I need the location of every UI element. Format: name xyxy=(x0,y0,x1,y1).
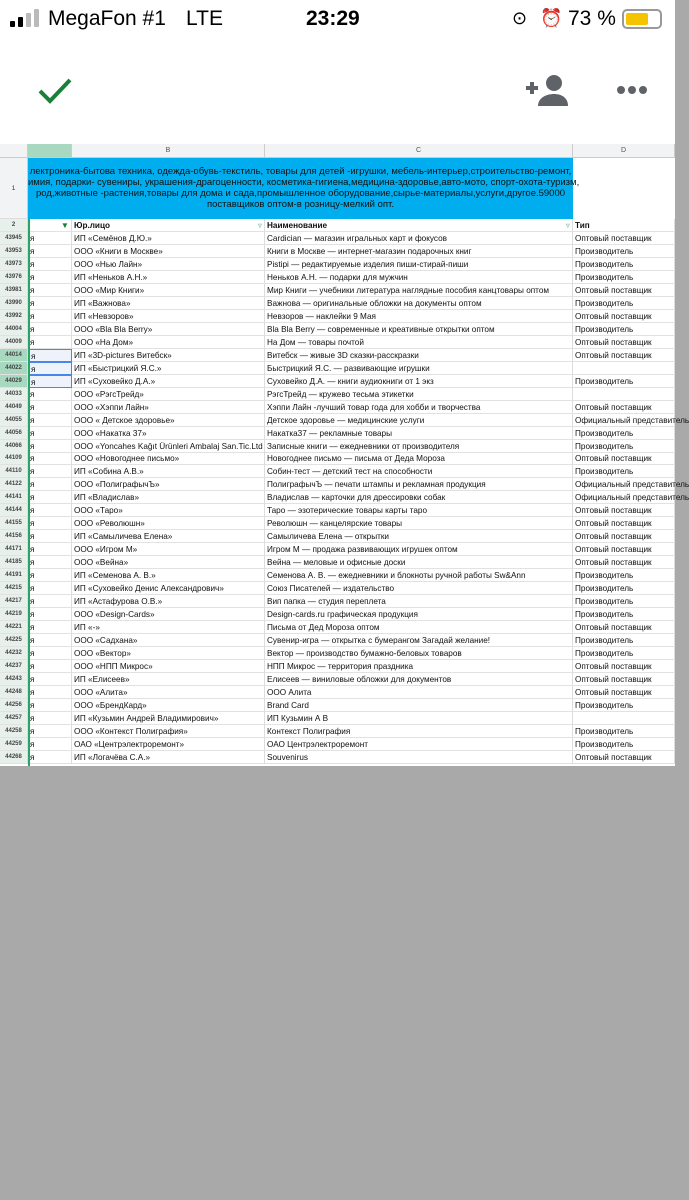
cell-a[interactable]: я xyxy=(28,427,72,440)
battery-icon xyxy=(622,9,662,29)
spreadsheet-grid[interactable] xyxy=(0,142,689,766)
cell-a[interactable]: я xyxy=(28,634,72,647)
cell-tip[interactable]: Оптовый поставщик xyxy=(573,336,675,349)
cell-a[interactable]: я xyxy=(28,699,72,712)
row-number[interactable]: 43953 xyxy=(0,245,28,258)
row-number[interactable]: 44219 xyxy=(0,608,28,621)
row-number[interactable]: 44049 xyxy=(0,401,28,414)
row-number[interactable]: 43976 xyxy=(0,271,28,284)
row-number[interactable]: 44259 xyxy=(0,738,28,751)
cell-tip[interactable]: Производитель xyxy=(573,725,675,738)
cell-tip[interactable]: Производитель xyxy=(573,608,675,621)
cell-naimenovanie[interactable]: Таро — эзотерические товары карты таро xyxy=(265,504,573,517)
cell-yur-litso[interactable]: ИП «3D-pictures Витебск» xyxy=(72,349,265,362)
cell-tip[interactable]: Официальный представитель xyxy=(575,415,689,425)
cell-a[interactable]: я xyxy=(28,517,72,530)
cell-a[interactable]: я xyxy=(28,310,72,323)
cell-tip[interactable]: Производитель xyxy=(573,297,675,310)
cell-tip[interactable]: Производитель xyxy=(573,634,675,647)
table-row xyxy=(0,427,675,440)
cell-a[interactable]: я xyxy=(28,725,72,738)
cell-a[interactable]: я xyxy=(28,738,72,751)
cell-yur-litso[interactable]: ИП «Собина А.В.» xyxy=(72,465,265,478)
cell-a[interactable]: я xyxy=(28,323,72,336)
row-number[interactable]: 44257 xyxy=(0,712,28,725)
row-number[interactable]: 44191 xyxy=(0,569,28,582)
cell-yur-litso[interactable]: ИП «Суховейко Д.А.» xyxy=(72,375,265,388)
row-number[interactable]: 44056 xyxy=(0,427,28,440)
carrier: MegaFon #1 xyxy=(48,7,166,30)
cell-naimenovanie[interactable]: Важнова — оригинальные обложки на документы оптом xyxy=(265,297,573,310)
row-number[interactable]: 44232 xyxy=(0,647,28,660)
row-number[interactable]: 44109 xyxy=(0,452,28,465)
row-number[interactable]: 43973 xyxy=(0,258,28,271)
cell-tip[interactable]: Оптовый поставщик xyxy=(573,751,675,764)
cell-tip[interactable] xyxy=(573,712,675,725)
cell-yur-litso[interactable]: ООО «Design-Cards» xyxy=(72,608,265,621)
cell-a[interactable]: я xyxy=(28,556,72,569)
filter-active-icon[interactable]: ▼ xyxy=(60,221,69,230)
row-number[interactable]: 44217 xyxy=(0,595,28,608)
cell-tip[interactable]: Производитель xyxy=(573,440,675,453)
cell-tip[interactable]: Официальный представитель xyxy=(575,480,689,490)
toolbar xyxy=(0,38,675,142)
cell-a[interactable]: я xyxy=(28,582,72,595)
row-number[interactable]: 44155 xyxy=(0,517,28,530)
banner-line: поставщиков оптом-в розницу-мелкий опт. xyxy=(207,199,394,210)
table-row xyxy=(0,595,675,608)
cell-naimenovanie[interactable]: Письма от Дед Мороза оптом xyxy=(265,621,573,634)
table-row xyxy=(0,297,675,310)
table-row xyxy=(0,271,675,284)
cell-tip[interactable]: Производитель xyxy=(573,375,675,388)
cell-naimenovanie[interactable]: Владислав — карточки для дрессировки собак xyxy=(265,491,573,504)
cell-naimenovanie[interactable]: Сувенир-игра — открытка с бумерангом Загадай желание! xyxy=(265,634,573,647)
table-row xyxy=(0,608,675,621)
table-row xyxy=(0,699,675,712)
cell-naimenovanie[interactable]: Хэппи Лайн -лучший товар года для хобби и творчества xyxy=(265,401,573,414)
row-number[interactable]: 43981 xyxy=(0,284,28,297)
cell-naimenovanie[interactable]: Brand Card xyxy=(265,699,573,712)
cell-tip[interactable]: Оптовый поставщик xyxy=(573,504,675,517)
cell-a[interactable]: я xyxy=(28,595,72,608)
cell-a[interactable]: я xyxy=(28,530,72,543)
network: LTE xyxy=(186,7,223,30)
cell-naimenovanie[interactable]: Накатка37 — рекламные товары xyxy=(265,427,573,440)
cell-yur-litso[interactable]: ООО «РэгсТрейд» xyxy=(72,388,265,401)
filter-icon[interactable]: ▿ xyxy=(565,221,570,230)
add-person-icon[interactable] xyxy=(524,74,568,106)
table-row xyxy=(0,401,675,414)
table-row xyxy=(0,530,675,543)
cell-naimenovanie[interactable]: РэгсТрейд — кружево тесьма этикетки xyxy=(265,388,573,401)
banner-line: род,животные -растения,товары для дома и сада,промышленное оборудование,сырье-материалы,услуги,другое.59000 xyxy=(35,188,566,199)
cell-a[interactable]: я xyxy=(28,349,72,362)
cell-naimenovanie[interactable]: ОАО Центрэлектроремонт xyxy=(265,738,573,751)
cell-a[interactable]: я xyxy=(28,336,72,349)
row-number[interactable]: 44014 xyxy=(0,349,28,362)
header-label: Юр.лицо xyxy=(74,221,110,230)
cell-yur-litso[interactable]: ИП «Астафурова О.В.» xyxy=(72,595,265,608)
table-row xyxy=(0,738,675,751)
cell-yur-litso[interactable]: ООО «На Дом» xyxy=(72,336,265,349)
cell-tip[interactable]: Производитель xyxy=(573,271,675,284)
cell-naimenovanie[interactable]: На Дом — товары почтой xyxy=(265,336,573,349)
row-number[interactable]: 44243 xyxy=(0,673,28,686)
cell-tip[interactable]: Производитель xyxy=(573,569,675,582)
cell-yur-litso[interactable]: ИП «Невзоров» xyxy=(72,310,265,323)
rotation-lock-icon: ⊙ xyxy=(512,8,528,28)
cell-tip[interactable]: Оптовый поставщик xyxy=(573,284,675,297)
table-row xyxy=(0,452,675,465)
cell-a[interactable]: я xyxy=(28,608,72,621)
cell-tip[interactable]: Производитель xyxy=(573,323,675,336)
table-row xyxy=(0,362,675,375)
status-bar xyxy=(0,0,675,38)
cell-a[interactable]: я xyxy=(28,401,72,414)
cell-tip[interactable]: Производитель xyxy=(573,427,675,440)
row-number[interactable]: 44009 xyxy=(0,336,28,349)
cell-tip[interactable] xyxy=(573,388,675,401)
row-number[interactable]: 44256 xyxy=(0,699,28,712)
cell-a[interactable]: я xyxy=(28,660,72,673)
cell-a[interactable]: я xyxy=(28,440,72,453)
cell-naimenovanie[interactable]: Быстрицкий Я.С. — развивающие игрушки xyxy=(265,362,573,375)
table-row xyxy=(0,336,675,349)
cell-yur-litso[interactable]: ООО «Книги в Москве» xyxy=(72,245,265,258)
cell-naimenovanie[interactable]: Революшн — канцелярские товары xyxy=(265,517,573,530)
battery-percent: 73 % xyxy=(568,7,616,30)
cell-tip[interactable]: Оптовый поставщик xyxy=(573,686,675,699)
row-number[interactable]: 44268 xyxy=(0,751,28,764)
cell-naimenovanie[interactable]: Самыличева Елена — открытки xyxy=(265,530,573,543)
row-number[interactable]: 44033 xyxy=(0,388,28,401)
row-header-2[interactable]: 2 xyxy=(0,219,28,232)
row-number[interactable]: 44248 xyxy=(0,686,28,699)
table-row xyxy=(0,686,675,699)
row-number[interactable]: 44185 xyxy=(0,556,28,569)
cell-yur-litso[interactable]: ИП «Важнова» xyxy=(72,297,265,310)
cell-a[interactable]: я xyxy=(28,388,72,401)
corner-cell[interactable] xyxy=(0,144,28,158)
table-row xyxy=(0,388,675,401)
column-header-c[interactable]: C xyxy=(265,144,573,158)
row-number[interactable]: 44171 xyxy=(0,543,28,556)
cell-a[interactable]: я xyxy=(28,414,72,427)
row-number[interactable]: 44055 xyxy=(0,414,28,427)
cell-naimenovanie[interactable]: ИП Кузьмин А В xyxy=(265,712,573,725)
cell-yur-litso[interactable]: ООО «Таро» xyxy=(72,504,265,517)
cell-tip[interactable]: Производитель xyxy=(573,258,675,271)
table-row xyxy=(0,569,675,582)
column-header-a[interactable] xyxy=(28,144,72,158)
cell-yur-litso[interactable]: ООО «ПолиграфычЪ» xyxy=(72,478,265,491)
table-row xyxy=(0,465,675,478)
table-row xyxy=(0,323,675,336)
row-number[interactable]: 44029 xyxy=(0,375,28,388)
cell-naimenovanie[interactable]: Souvenirus xyxy=(265,751,573,764)
cell-a[interactable]: я xyxy=(28,673,72,686)
cell-yur-litso[interactable]: ИП «Елисеев» xyxy=(72,673,265,686)
cell-yur-litso[interactable]: ООО «Революшн» xyxy=(72,517,265,530)
cell-naimenovanie[interactable]: Вип папка — студия переплета xyxy=(265,595,573,608)
cell-naimenovanie[interactable]: Design-cards.ru графическая продукция xyxy=(265,608,573,621)
selection-border xyxy=(28,219,30,766)
cell-a[interactable]: я xyxy=(28,712,72,725)
cell-naimenovanie[interactable]: Pistipi — редактируемые изделия пиши-стирай-пиши xyxy=(265,258,573,271)
table-row xyxy=(0,556,675,569)
cell-a[interactable]: я xyxy=(28,491,72,504)
table-row xyxy=(0,543,675,556)
cell-naimenovanie[interactable]: Книги в Москве — интернет-магазин подарочных книг xyxy=(265,245,573,258)
header-row xyxy=(0,219,675,232)
header-d[interactable]: Тип xyxy=(573,219,675,232)
cell-naimenovanie[interactable]: Игром М — продажа развивающих игрушек оптом xyxy=(265,543,573,556)
table-row xyxy=(0,712,675,725)
cell-a[interactable]: я xyxy=(28,569,72,582)
cell-yur-litso[interactable]: ИП «Суховейко Денис Александрович» xyxy=(72,582,265,595)
cell-yur-litso[interactable]: ООО «Хэппи Лайн» xyxy=(72,401,265,414)
cell-a[interactable]: я xyxy=(28,751,72,764)
cell-naimenovanie[interactable]: Невзоров — наклейки 9 Мая xyxy=(265,310,573,323)
cell-yur-litso[interactable]: ИП «Самыличева Елена» xyxy=(72,530,265,543)
banner-line: лектроника-бытова техника, одежда-обувь-текстиль, товары для детей -игрушки, мебель-интерьер,строительство-ремонт, xyxy=(29,166,572,177)
cell-yur-litso[interactable]: ООО «Вейна» xyxy=(72,556,265,569)
cell-yur-litso[interactable]: ИП «Кузьмин Андрей Владимирович» xyxy=(72,712,265,725)
cell-yur-litso[interactable]: ООО «НПП Микрос» xyxy=(72,660,265,673)
cell-yur-litso[interactable]: ОАО «Центрэлектроремонт» xyxy=(72,738,265,751)
cell-tip[interactable]: Производитель xyxy=(573,699,675,712)
cell-a[interactable]: я xyxy=(28,245,72,258)
cell-naimenovanie[interactable]: Союз Писателей — издательство xyxy=(265,582,573,595)
cell-tip[interactable] xyxy=(573,362,675,375)
cell-yur-litso[interactable]: ООО «Yoncahes Kağıt Ürünleri Ambalaj San.Tic.Ltd xyxy=(72,440,265,453)
cell-yur-litso[interactable]: ООО «Новогоднее письмо» xyxy=(72,452,265,465)
cell-yur-litso[interactable]: ООО «Накатка 37» xyxy=(72,427,265,440)
cell-a[interactable]: я xyxy=(28,504,72,517)
cell-a[interactable]: я xyxy=(28,465,72,478)
cell-naimenovanie[interactable]: Витебск — живые 3D сказки-расскразки xyxy=(265,349,573,362)
cell-naimenovanie[interactable]: НПП Микрос — территория праздника xyxy=(265,660,573,673)
cell-yur-litso[interactable]: ООО «Вектор» xyxy=(72,647,265,660)
cell-tip[interactable]: Оптовый поставщик xyxy=(573,530,675,543)
table-row xyxy=(0,245,675,258)
cell-tip[interactable]: Оптовый поставщик xyxy=(573,673,675,686)
cell-yur-litso[interactable]: ООО «Контекст Полиграфия» xyxy=(72,725,265,738)
row-number[interactable]: 43990 xyxy=(0,297,28,310)
cell-tip[interactable]: Оптовый поставщик xyxy=(573,556,675,569)
table-row xyxy=(0,310,675,323)
table-row xyxy=(0,284,675,297)
table-row xyxy=(0,582,675,595)
header-label: Наименование xyxy=(267,221,328,230)
cell-naimenovanie[interactable]: Мир Книги — учебники литература наглядные пособия канцтовары оптом xyxy=(265,284,573,297)
header-c[interactable] xyxy=(265,219,573,232)
column-header-d[interactable]: D xyxy=(573,144,675,158)
cell-tip[interactable]: Оптовый поставщик xyxy=(573,517,675,530)
cell-a[interactable]: я xyxy=(28,362,72,375)
cell-tip[interactable]: Производитель xyxy=(573,647,675,660)
cell-tip[interactable]: Оптовый поставщик xyxy=(573,349,675,362)
row-number[interactable]: 44156 xyxy=(0,530,28,543)
cell-yur-litso[interactable]: ИП «Быстрицкий Я.С.» xyxy=(72,362,265,375)
row-number[interactable]: 44004 xyxy=(0,323,28,336)
cell-tip[interactable]: Производитель xyxy=(573,595,675,608)
cell-a[interactable]: я xyxy=(28,686,72,699)
banner-cell[interactable] xyxy=(28,158,580,219)
table-row xyxy=(0,660,675,673)
cell-yur-litso[interactable]: ИП «Логачёва С.А.» xyxy=(72,751,265,764)
table-row xyxy=(0,517,675,530)
table-row xyxy=(0,647,675,660)
cell-naimenovanie[interactable]: Cardician — магазин игральных карт и фокусов xyxy=(265,232,573,245)
table-row xyxy=(0,375,675,388)
column-header-b[interactable]: B xyxy=(72,144,265,158)
table-row xyxy=(0,504,675,517)
cell-a[interactable]: я xyxy=(28,543,72,556)
cell-tip[interactable]: Производитель xyxy=(573,582,675,595)
banner-line: имия, подарки- сувениры, украшения-драгоценности, косметика-гигиена,медицина-здоровье,авто-мото, спорт-охота-туризм, xyxy=(28,177,580,188)
cell-yur-litso[interactable]: ИП «-» xyxy=(72,621,265,634)
cell-naimenovanie[interactable]: Новогоднее письмо — письма от Деда Мороза xyxy=(265,452,573,465)
cell-naimenovanie[interactable]: Собин-тест — детский тест на способности xyxy=(265,465,573,478)
cell-yur-litso[interactable]: ИП «Семёнов Д.Ю.» xyxy=(72,232,265,245)
cell-a[interactable]: я xyxy=(28,284,72,297)
table-row xyxy=(0,414,689,427)
cell-a[interactable]: я xyxy=(28,375,72,388)
cell-yur-litso[interactable]: ООО «Садхана» xyxy=(72,634,265,647)
cell-a[interactable]: я xyxy=(28,232,72,245)
table-row xyxy=(0,349,675,362)
cell-naimenovanie[interactable]: ООО Алита xyxy=(265,686,573,699)
row-number[interactable]: 44141 xyxy=(0,491,28,504)
cell-naimenovanie[interactable]: Записные книги — ежедневники от производителя xyxy=(265,440,573,453)
cell-yur-litso[interactable]: ИП «Неньков А.Н.» xyxy=(72,271,265,284)
cell-tip[interactable]: Оптовый поставщик xyxy=(573,310,675,323)
cell-tip[interactable]: Оптовый поставщик xyxy=(573,232,675,245)
row-number[interactable]: 44022 xyxy=(0,362,28,375)
cell-a[interactable]: я xyxy=(28,647,72,660)
cell-a[interactable]: я xyxy=(28,271,72,284)
cell-naimenovanie[interactable]: Семенова А. В. — ежедневники и блокноты ручной работы Sw&Ann xyxy=(265,569,573,582)
row-number[interactable]: 43992 xyxy=(0,310,28,323)
cell-tip[interactable]: Оптовый поставщик xyxy=(573,401,675,414)
cell-naimenovanie[interactable]: ПолиграфычЪ — печати штампы и рекламная продукция xyxy=(265,478,573,491)
more-icon[interactable] xyxy=(616,85,648,95)
row-number[interactable]: 44066 xyxy=(0,440,28,453)
row-number[interactable]: 44215 xyxy=(0,582,28,595)
cell-tip[interactable]: Производитель xyxy=(573,738,675,751)
cell-tip[interactable]: Оптовый поставщик xyxy=(573,452,675,465)
cell-tip[interactable]: Оптовый поставщик xyxy=(573,543,675,556)
cell-a[interactable]: я xyxy=(28,478,72,491)
cell-yur-litso[interactable]: ИП «Владислав» xyxy=(72,491,265,504)
cell-yur-litso[interactable]: ООО «Алита» xyxy=(72,686,265,699)
table-row xyxy=(0,751,675,764)
row-number[interactable]: 44144 xyxy=(0,504,28,517)
table-row xyxy=(0,478,689,491)
row-number[interactable]: 44258 xyxy=(0,725,28,738)
cell-a[interactable]: я xyxy=(28,452,72,465)
row-number[interactable]: 44110 xyxy=(0,465,28,478)
row-number[interactable]: 43945 xyxy=(0,232,28,245)
alarm-icon: ⏰ xyxy=(540,8,563,28)
cell-naimenovanie[interactable]: Вектор — производство бумажно-беловых товаров xyxy=(265,647,573,660)
cell-yur-litso[interactable]: ООО «Игром М» xyxy=(72,543,265,556)
cell-naimenovanie[interactable]: Неньков А.Н. — подарки для мужчин xyxy=(265,271,573,284)
clock: 23:29 xyxy=(306,7,360,30)
check-icon[interactable] xyxy=(38,78,72,104)
table-row xyxy=(0,232,675,245)
cell-yur-litso[interactable]: ООО « Детское здоровье» xyxy=(72,414,265,427)
row-header-1[interactable]: 1 xyxy=(0,158,28,219)
table-row xyxy=(0,621,675,634)
header-a[interactable] xyxy=(28,219,72,232)
cell-tip[interactable]: Оптовый поставщик xyxy=(573,621,675,634)
cell-a[interactable]: я xyxy=(28,621,72,634)
cell-yur-litso[interactable]: ООО «БрендКард» xyxy=(72,699,265,712)
header-b[interactable] xyxy=(72,219,265,232)
cell-yur-litso[interactable]: ИП «Семенова А. В.» xyxy=(72,569,265,582)
row-number[interactable]: 44237 xyxy=(0,660,28,673)
row-number[interactable]: 44221 xyxy=(0,621,28,634)
cell-naimenovanie[interactable]: Суховейко Д.А. — книги аудиокниги от 1 экз xyxy=(265,375,573,388)
table-row xyxy=(0,673,675,686)
table-row xyxy=(0,491,689,504)
cell-yur-litso[interactable]: ООО «Мир Книги» xyxy=(72,284,265,297)
cell-tip[interactable]: Официальный представитель xyxy=(575,493,689,503)
cell-tip[interactable]: Производитель xyxy=(573,465,675,478)
cell-naimenovanie[interactable]: Контекст Полиграфия xyxy=(265,725,573,738)
filter-icon[interactable]: ▿ xyxy=(257,221,262,230)
cell-naimenovanie[interactable]: Детское здоровье — медицинские услуги xyxy=(265,414,573,427)
row-number[interactable]: 44225 xyxy=(0,634,28,647)
row-number[interactable]: 44122 xyxy=(0,478,28,491)
table-row xyxy=(0,634,675,647)
cell-tip[interactable]: Оптовый поставщик xyxy=(573,660,675,673)
cell-yur-litso[interactable]: ООО «Нью Лайн» xyxy=(72,258,265,271)
cell-a[interactable]: я xyxy=(28,258,72,271)
cell-naimenovanie[interactable]: Елисеев — виниловые обложки для документов xyxy=(265,673,573,686)
table-row xyxy=(0,258,675,271)
cell-a[interactable]: я xyxy=(28,297,72,310)
cell-yur-litso[interactable]: ООО «Bla Bla Berry» xyxy=(72,323,265,336)
signal-icon xyxy=(10,9,39,27)
table-row xyxy=(0,440,675,453)
cell-tip[interactable]: Производитель xyxy=(573,245,675,258)
cell-naimenovanie[interactable]: Вейна — меловые и офисные доски xyxy=(265,556,573,569)
table-row xyxy=(0,725,675,738)
cell-naimenovanie[interactable]: Bla Bla Berry — современные и креативные открытки оптом xyxy=(265,323,573,336)
